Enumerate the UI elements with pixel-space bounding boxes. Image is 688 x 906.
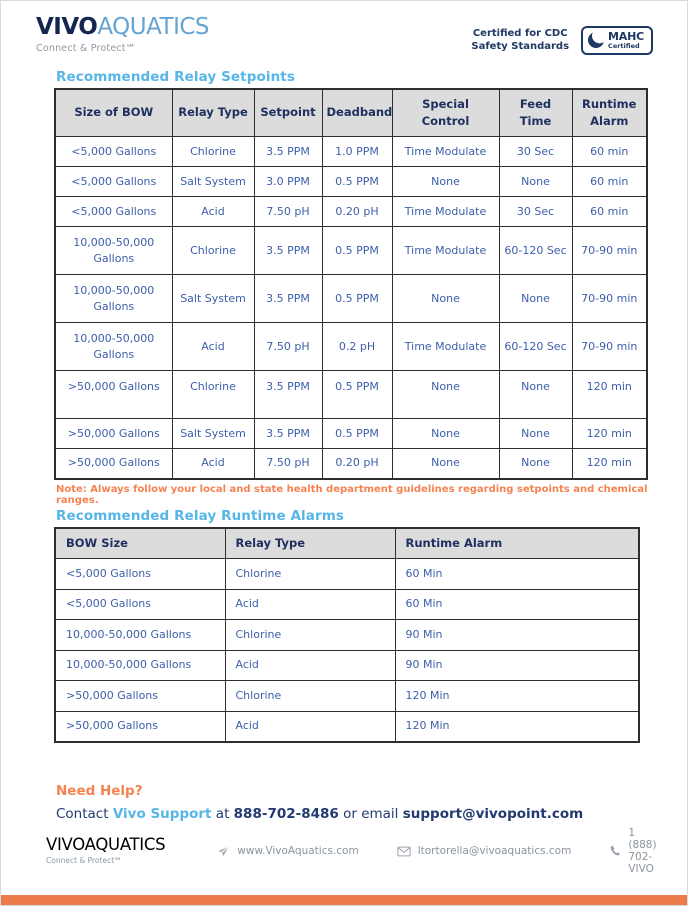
table-cell: 10,000-50,000 Gallons (55, 650, 225, 681)
table-cell: 30 Sec (499, 197, 572, 227)
footer-website (217, 845, 358, 858)
footer-website-link[interactable]: www.VivoAquatics.com (237, 845, 359, 857)
table-row (55, 620, 639, 651)
table-cell: 0.20 pH (322, 197, 392, 227)
contact-or: or email (338, 805, 403, 822)
table-cell: 3.5 PPM (254, 227, 322, 275)
footer-logo-vivo-text: VIVO (46, 834, 85, 854)
table-cell: None (499, 371, 572, 419)
table-cell: Acid (172, 197, 254, 227)
paper-plane-icon (217, 845, 230, 858)
table-cell: 120 min (572, 419, 647, 449)
setpoints-header-row (55, 89, 647, 137)
table-cell: 10,000-50,000 Gallons (55, 227, 172, 275)
page-header (1, 1, 687, 55)
table-row (55, 419, 647, 449)
footer-content (1, 827, 687, 895)
table-cell: 7.50 pH (254, 323, 322, 371)
envelope-icon (397, 846, 411, 857)
runtime-alarms-table (54, 527, 640, 743)
table-cell: 70-90 min (572, 323, 647, 371)
page-footer (1, 827, 687, 905)
runtime-header-row (55, 528, 639, 559)
vivo-support-link[interactable]: Vivo Support (112, 805, 212, 822)
table-cell: 7.50 pH (254, 197, 322, 227)
table-cell: 70-90 min (572, 227, 647, 275)
table-cell: 0.20 pH (322, 449, 392, 479)
footer-logo-wordmark (46, 834, 166, 854)
table-cell: >50,000 Gallons (55, 681, 225, 712)
table-cell: Acid (225, 711, 395, 742)
table-row (55, 711, 639, 742)
mahc-subtitle: Certified (608, 42, 640, 50)
table-row (55, 167, 647, 197)
table-cell: 60-120 Sec (499, 323, 572, 371)
table-cell: Time Modulate (392, 137, 499, 167)
table-cell: 7.50 pH (254, 449, 322, 479)
table-row (55, 449, 647, 479)
support-email-link[interactable]: support@vivopoint.com (402, 805, 584, 822)
table-cell: 10,000-50,000 Gallons (55, 620, 225, 651)
header-certifications (471, 26, 653, 55)
column-header: Deadband (322, 89, 392, 137)
table-cell: Acid (172, 449, 254, 479)
setpoints-section-title: Recommended Relay Setpoints (56, 68, 295, 85)
column-header: Feed Time (499, 89, 572, 137)
phone-icon (609, 845, 621, 857)
guidelines-note: Note: Always follow your local and state health department guidelines regarding setpoints and chemical ranges. (56, 483, 648, 506)
mahc-title: MAHC (608, 30, 644, 43)
table-cell: Acid (225, 650, 395, 681)
table-cell: 120 min (572, 371, 647, 419)
table-cell: 0.2 pH (322, 323, 392, 371)
table-cell: 60-120 Sec (499, 227, 572, 275)
table-cell: None (392, 167, 499, 197)
logo-wordmark (36, 16, 209, 39)
table-cell: >50,000 Gallons (55, 419, 172, 449)
table-cell: 30 Sec (499, 137, 572, 167)
table-cell: Acid (172, 323, 254, 371)
contact-line (56, 806, 687, 822)
table-cell: 90 Min (395, 650, 639, 681)
logo-aquatics-text: AQUATICS (97, 14, 210, 40)
column-header: Special Control (392, 89, 499, 137)
table-cell: 70-90 min (572, 275, 647, 323)
table-cell: 60 min (572, 137, 647, 167)
footer-logo-tagline: Connect & Protect℠ (46, 856, 122, 866)
table-cell: 3.5 PPM (254, 371, 322, 419)
table-cell: 10,000-50,000 Gallons (55, 323, 172, 371)
logo-tagline: Connect & Protect℠ (36, 43, 136, 54)
table-cell: 3.5 PPM (254, 275, 322, 323)
table-cell: 1.0 PPM (322, 137, 392, 167)
column-header: Runtime Alarm (395, 528, 639, 559)
mahc-crescent-icon (588, 32, 604, 48)
table-cell: 0.5 PPM (322, 227, 392, 275)
column-header: Runtime Alarm (572, 89, 647, 137)
table-row (55, 650, 639, 681)
table-cell: None (392, 419, 499, 449)
table-cell: Acid (225, 589, 395, 620)
table-cell: 60 min (572, 197, 647, 227)
table-cell: 0.5 PPM (322, 371, 392, 419)
table-cell: 0.5 PPM (322, 419, 392, 449)
contact-prefix: Contact (56, 805, 113, 822)
table-row (55, 681, 639, 712)
mahc-badge-text (608, 31, 644, 50)
table-cell: None (392, 275, 499, 323)
table-cell: None (499, 275, 572, 323)
vivoaquatics-logo (36, 16, 209, 54)
table-cell: Salt System (172, 275, 254, 323)
table-row (55, 323, 647, 371)
logo-vivo-text: VIVO (36, 14, 98, 40)
table-cell: Chlorine (172, 227, 254, 275)
table-cell: <5,000 Gallons (55, 137, 172, 167)
cdc-certification-text (471, 27, 569, 54)
footer-phone-link[interactable]: 1 (888) 702-VIVO (628, 827, 657, 875)
table-cell: Time Modulate (392, 323, 499, 371)
footer-links (217, 827, 656, 875)
table-cell: 3.5 PPM (254, 419, 322, 449)
footer-logo (46, 834, 166, 866)
table-row (55, 589, 639, 620)
table-cell: 3.5 PPM (254, 137, 322, 167)
footer-email (397, 845, 572, 857)
table-cell: <5,000 Gallons (55, 589, 225, 620)
table-row (55, 197, 647, 227)
table-cell: 0.5 PPM (322, 275, 392, 323)
column-header: BOW Size (55, 528, 225, 559)
table-cell: >50,000 Gallons (55, 449, 172, 479)
table-cell: Chlorine (225, 681, 395, 712)
column-header: Relay Type (172, 89, 254, 137)
table-row (55, 371, 647, 419)
need-help-title: Need Help? (56, 782, 143, 799)
table-cell: None (499, 419, 572, 449)
cdc-cert-line2: Safety Standards (471, 41, 570, 53)
need-help-section (56, 783, 687, 822)
footer-logo-aquatics-text: AQUATICS (84, 834, 166, 854)
table-cell: >50,000 Gallons (55, 371, 172, 419)
support-phone: 888-702-8486 (233, 805, 339, 822)
column-header: Setpoint (254, 89, 322, 137)
footer-orange-bar (1, 895, 687, 905)
table-cell: >50,000 Gallons (55, 711, 225, 742)
table-cell: 60 min (572, 167, 647, 197)
footer-phone (609, 827, 656, 875)
footer-email-link[interactable]: ltortorella@vivoaquatics.com (417, 845, 572, 857)
contact-at: at (211, 805, 234, 822)
table-cell: Time Modulate (392, 227, 499, 275)
table-cell: <5,000 Gallons (55, 167, 172, 197)
setpoints-table (54, 88, 648, 480)
table-cell: Salt System (172, 419, 254, 449)
table-cell: Chlorine (225, 620, 395, 651)
table-cell: None (499, 449, 572, 479)
table-cell: Chlorine (225, 559, 395, 590)
table-cell: None (499, 167, 572, 197)
runtime-section-title: Recommended Relay Runtime Alarms (56, 507, 345, 524)
mahc-certified-badge (581, 26, 653, 55)
table-cell: 60 Min (395, 559, 639, 590)
table-cell: <5,000 Gallons (55, 197, 172, 227)
table-cell: Chlorine (172, 137, 254, 167)
table-cell: 3.0 PPM (254, 167, 322, 197)
table-cell: Time Modulate (392, 197, 499, 227)
table-row (55, 275, 647, 323)
table-cell: 120 Min (395, 711, 639, 742)
table-cell: 120 min (572, 449, 647, 479)
table-row (55, 227, 647, 275)
table-row (55, 559, 639, 590)
table-cell: 60 Min (395, 589, 639, 620)
table-cell: Chlorine (172, 371, 254, 419)
table-cell: None (392, 449, 499, 479)
table-cell: 90 Min (395, 620, 639, 651)
table-cell: <5,000 Gallons (55, 559, 225, 590)
table-row (55, 137, 647, 167)
cdc-cert-line1: Certified for CDC (472, 27, 568, 39)
column-header: Relay Type (225, 528, 395, 559)
table-cell: None (392, 371, 499, 419)
table-cell: 10,000-50,000 Gallons (55, 275, 172, 323)
table-cell: Salt System (172, 167, 254, 197)
table-cell: 120 Min (395, 681, 639, 712)
column-header: Size of BOW (55, 89, 172, 137)
table-cell: 0.5 PPM (322, 167, 392, 197)
